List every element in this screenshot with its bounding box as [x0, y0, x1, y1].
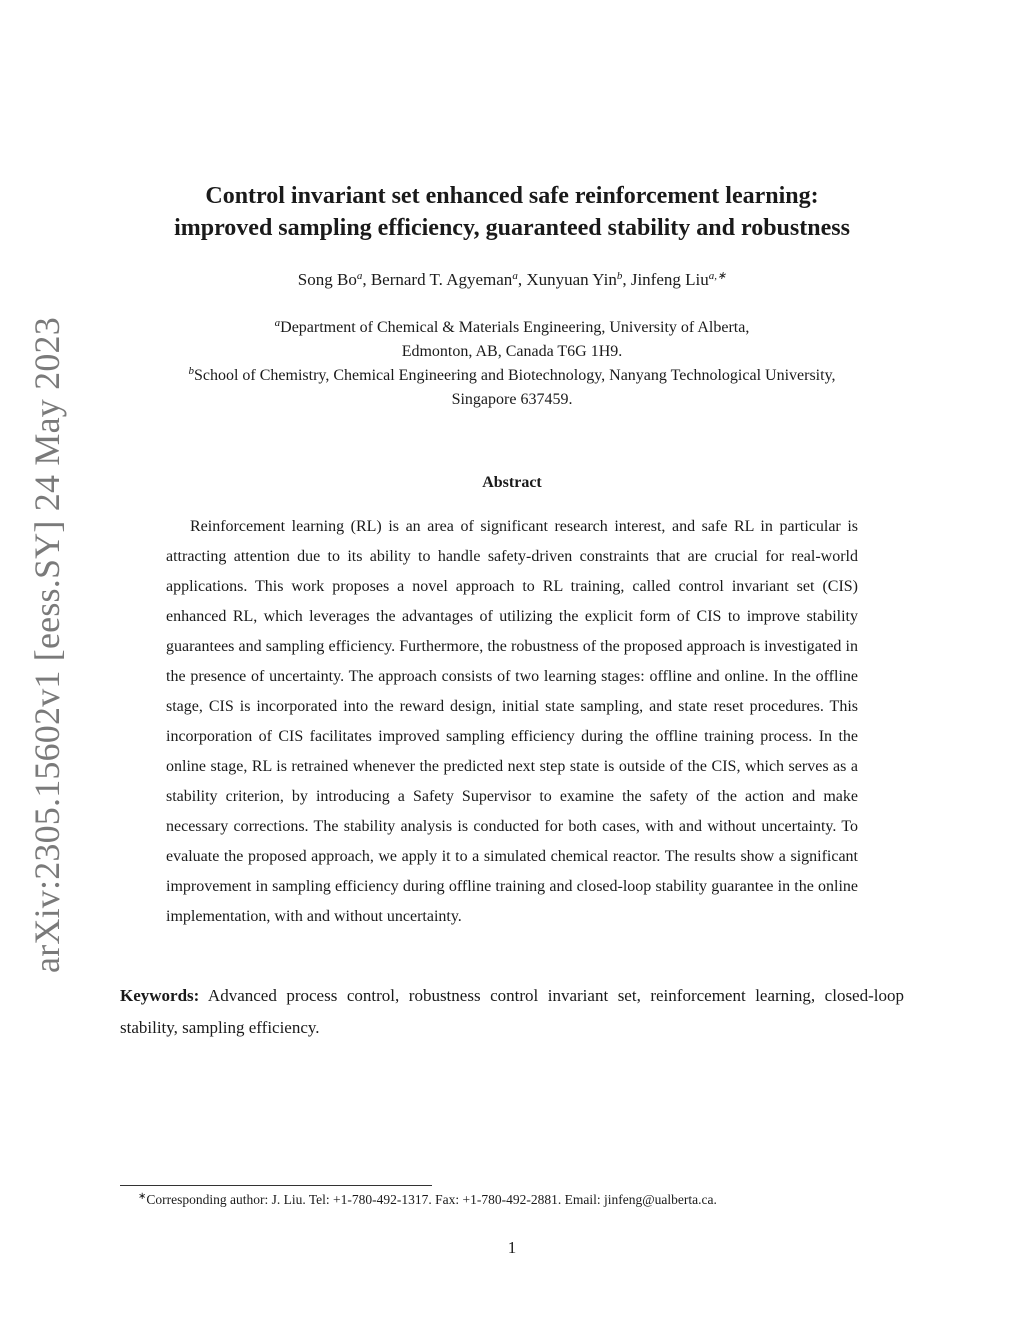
footnote-rule [120, 1185, 432, 1186]
arxiv-identifier-stamp [20, 317, 74, 973]
abstract-heading: Abstract [482, 474, 542, 491]
affiliation-a [100, 316, 924, 340]
affiliation-line: School of Chemistry, Chemical Engineering and Biotechnology, Nanyang Technological University, [193, 367, 836, 384]
affiliation-line: Singapore 637459. [451, 391, 573, 408]
author-affiliation-mark: a [512, 270, 518, 282]
author-separator: , [362, 270, 371, 289]
keywords-text: Advanced process control, robustness control invariant set, reinforcement learning, closed-loop stability, sampling efficiency. [120, 986, 904, 1037]
footnote-text: Corresponding author: J. Liu. Tel: +1-780-492-1317. Fax: +1-780-492-2881. Email: jinfeng@ualberta.ca. [146, 1192, 717, 1207]
title-line-1: Control invariant set enhanced safe reinforcement learning: [205, 183, 819, 209]
affiliation-mark: a [274, 317, 281, 329]
footnote-mark: ∗ [138, 1191, 147, 1202]
author-affiliation-mark: a [356, 270, 363, 282]
arxiv-identifier-text: arXiv:2305.15602v1 [eess.SY] 24 May 2023 [27, 317, 67, 973]
author-name: Jinfeng Liu [630, 270, 709, 289]
keywords [120, 980, 904, 1044]
title-line-2: improved sampling efficiency, guaranteed stability and robustness [174, 215, 850, 241]
affiliation-a-continued [100, 340, 924, 364]
author-affiliation-mark: a,∗ [708, 270, 727, 282]
author-separator: , [622, 270, 631, 289]
author-name: Bernard T. Agyeman [370, 270, 513, 289]
footnote [138, 1190, 898, 1210]
author-affiliation-mark: b [616, 270, 623, 282]
abstract-body: Reinforcement learning (RL) is an area of significant research interest, and safe RL in particular is attracting attention due to its ability to handle safety-driven constraints that are crucial for real-world applications. This work proposes a novel approach to RL training, called control invariant set (CIS) enhanced RL, which leverages the advantages of utilizing the explicit form of CIS to improve stability guarantees and sampling efficiency. Furthermore, the robustness of the proposed approach is investigated in the presence of uncertainty. The approach consists of two learning stages: offline and online. In the offline stage, CIS is incorporated into the reward design, initial state sampling, and state reset procedures. This incorporation of CIS facilitates improved sampling efficiency during the offline training process. In the online stage, RL is retrained whenever the predicted next step state is outside of the CIS, which serves as a stability criterion, by introducing a Safety Supervisor to examine the safety of the action and make necessary corrections. The stability analysis is conducted for both cases, with and without uncertainty. To evaluate the proposed approach, we apply it to a simulated chemical reactor. The results show a significant improvement in sampling efficiency during offline training and closed-loop stability guarantee in the online implementation, with and without uncertainty. [166, 518, 858, 925]
author-name: Xunyuan Yin [526, 270, 617, 289]
affiliation-mark: b [188, 365, 194, 377]
affiliation-line: Edmonton, AB, Canada T6G 1H9. [401, 343, 623, 360]
author-separator: , [517, 270, 527, 289]
keywords-label: Keywords: [120, 986, 200, 1005]
affiliation-line: Department of Chemical & Materials Engineering, University of Alberta, [280, 319, 750, 336]
affiliations [100, 316, 924, 412]
affiliation-b-continued [100, 388, 924, 412]
paper-title [100, 180, 924, 244]
author-name: Song Bo [297, 270, 357, 289]
page-number: 1 [507, 1238, 517, 1257]
author-list [100, 268, 924, 292]
affiliation-b [100, 364, 924, 388]
